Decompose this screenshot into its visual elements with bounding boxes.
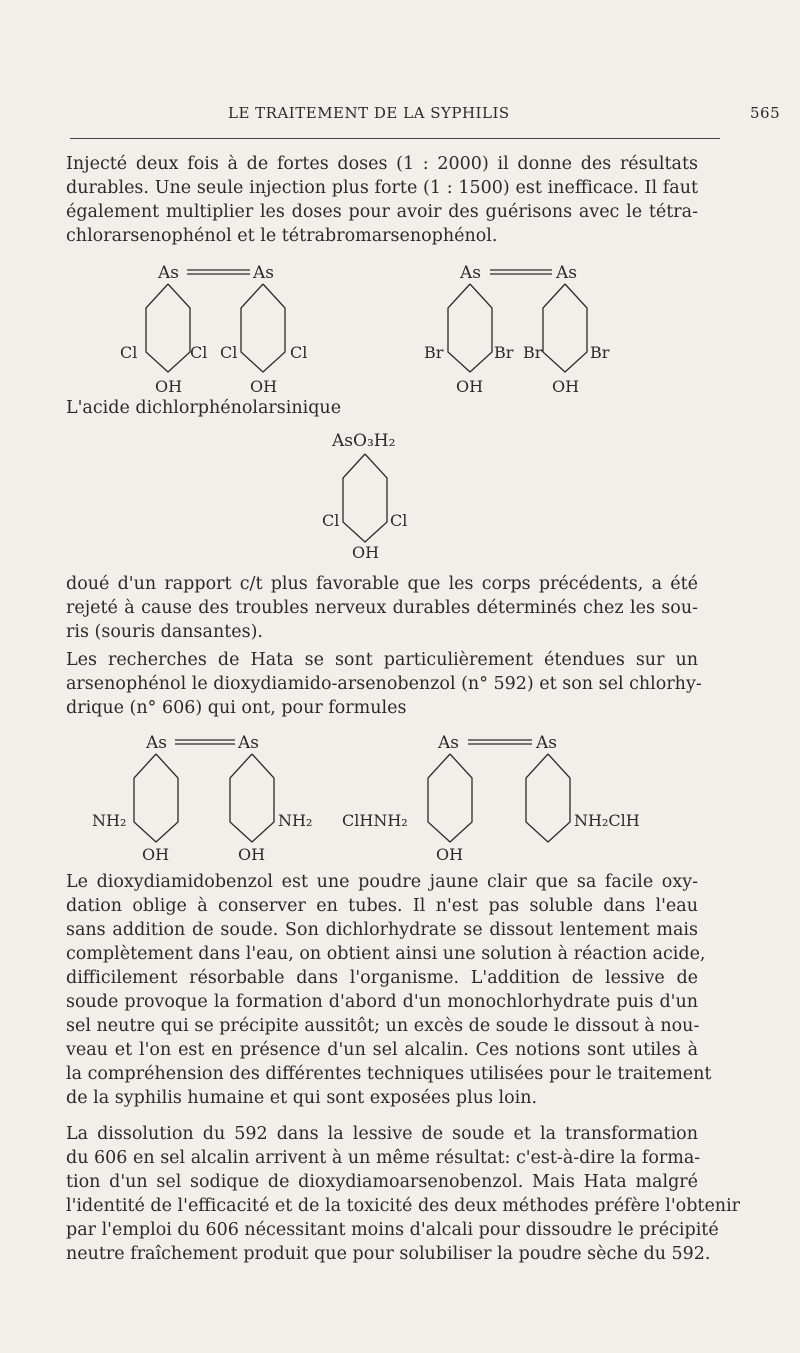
formula-caption: L'acide dichlorphénolarsinique (66, 398, 342, 418)
formula-tetrabromarsenophenol (424, 263, 610, 396)
text-line: chlorarsenophénol et le tétrabromarsenophénol. (66, 226, 498, 246)
formula1-cl: Cl (290, 343, 308, 362)
text-line: sans addition de soude. Son dichlorhydrate se dissout lentement mais (66, 920, 698, 940)
text-line: l'identité de l'efficacité et de la toxicité des deux méthodes préfère l'obtenir (66, 1196, 741, 1216)
formula2-as-left: As (460, 263, 482, 283)
paragraph-5 (66, 1122, 741, 1266)
formula2-oh: OH (552, 377, 580, 396)
text-line: rejeté à cause des troubles nerveux durables déterminés chez les sou- (66, 598, 698, 618)
formula4-oh: OH (142, 845, 170, 864)
text-line: difficilement résorbable dans l'organisme. L'addition de lessive de (66, 968, 698, 988)
formula-tetrachlorarsenophenol (120, 263, 307, 396)
formula3-cl: Cl (390, 511, 408, 530)
text-line: de la syphilis humaine et qui sont exposées plus loin. (66, 1088, 538, 1108)
text-line: Injecté deux fois à de fortes doses (1 : 2000) il donne des résultats (66, 154, 698, 174)
paragraph-3 (66, 648, 702, 720)
formula2-br: Br (494, 343, 514, 362)
paragraph-4 (66, 870, 712, 1110)
text-line: du 606 en sel alcalin arrivent à un même résultat: c'est-à-dire la forma- (66, 1148, 701, 1168)
formula5-left-sub: ClHNH₂ (342, 811, 408, 830)
formula2-br: Br (424, 343, 444, 362)
text-line: sel neutre qui se précipite aussitôt; un excès de soude le dissout à nou- (66, 1016, 700, 1036)
text-line: soude provoque la formation d'abord d'un monochlorhydrate puis d'un (66, 992, 698, 1012)
text-line: drique (n° 606) qui ont, pour formules (66, 698, 407, 718)
formula3-oh: OH (352, 543, 380, 562)
text-line: complètement dans l'eau, on obtient ainsi une solution à réaction acide, (66, 944, 706, 964)
text-line: Le dioxydiamidobenzol est une poudre jaune clair que sa facile oxy- (66, 872, 698, 892)
text-line: par l'emploi du 606 nécessitant moins d'alcali pour dissoudre le précipité (66, 1220, 719, 1240)
text-line: neutre fraîchement produit que pour solubiliser la poudre sèche du 592. (66, 1244, 711, 1264)
formula2-oh: OH (456, 377, 484, 396)
formula2-br: Br (590, 343, 610, 362)
formula4-left-sub: NH₂ (92, 811, 127, 830)
text-line: La dissolution du 592 dans la lessive de soude et la transformation (66, 1124, 698, 1144)
page-number: 565 (750, 104, 781, 122)
formula1-as-left: As (158, 263, 180, 283)
formula2-as-right: As (556, 263, 578, 283)
text-line: également multiplier les doses pour avoir des guérisons avec le tétra- (66, 202, 698, 222)
formula5-as-right: As (536, 733, 558, 753)
formula-606 (342, 733, 640, 864)
formula4-right-sub: NH₂ (278, 811, 313, 830)
text-line: la compréhension des différentes techniques utilisées pour le traitement (66, 1064, 712, 1084)
formula1-cl: Cl (120, 343, 138, 362)
text-line: durables. Une seule injection plus forte (1 : 1500) est inefficace. Il faut (66, 178, 698, 198)
text-line: arsenophénol le dioxydiamido-arsenobenzol (n° 592) et son sel chlorhy- (66, 674, 702, 694)
formula5-as-left: As (438, 733, 460, 753)
text-line: veau et l'on est en présence d'un sel alcalin. Ces notions sont utiles à (66, 1040, 698, 1060)
formula-dichlorphenolarsinic-acid (322, 431, 407, 562)
formula3-top: AsO₃H₂ (332, 431, 396, 451)
formula5-right-sub: NH₂ClH (574, 811, 640, 830)
formula1-cl: Cl (190, 343, 208, 362)
formula3-cl: Cl (322, 511, 340, 530)
formula1-oh: OH (250, 377, 278, 396)
formula5-oh: OH (436, 845, 464, 864)
text-line: tion d'un sel sodique de dioxydiamoarsenobenzol. Mais Hata malgré (66, 1172, 698, 1192)
formula4-as-right: As (238, 733, 260, 753)
formula1-cl: Cl (220, 343, 238, 362)
text-line: dation oblige à conserver en tubes. Il n'est pas soluble dans l'eau (66, 896, 698, 916)
formula4-as-left: As (146, 733, 168, 753)
formula1-as-right: As (253, 263, 275, 283)
text-line: Les recherches de Hata se sont particulièrement étendues sur un (66, 650, 698, 670)
formula4-oh: OH (238, 845, 266, 864)
formula1-oh: OH (155, 377, 183, 396)
header-title: LE TRAITEMENT DE LA SYPHILIS (228, 104, 510, 122)
formula2-br: Br (523, 343, 543, 362)
text-line: doué d'un rapport c/t plus favorable que les corps précédents, a été (66, 574, 698, 594)
text-line: ris (souris dansantes). (66, 622, 263, 642)
formula-592 (92, 733, 312, 864)
paragraph-2 (66, 572, 698, 644)
